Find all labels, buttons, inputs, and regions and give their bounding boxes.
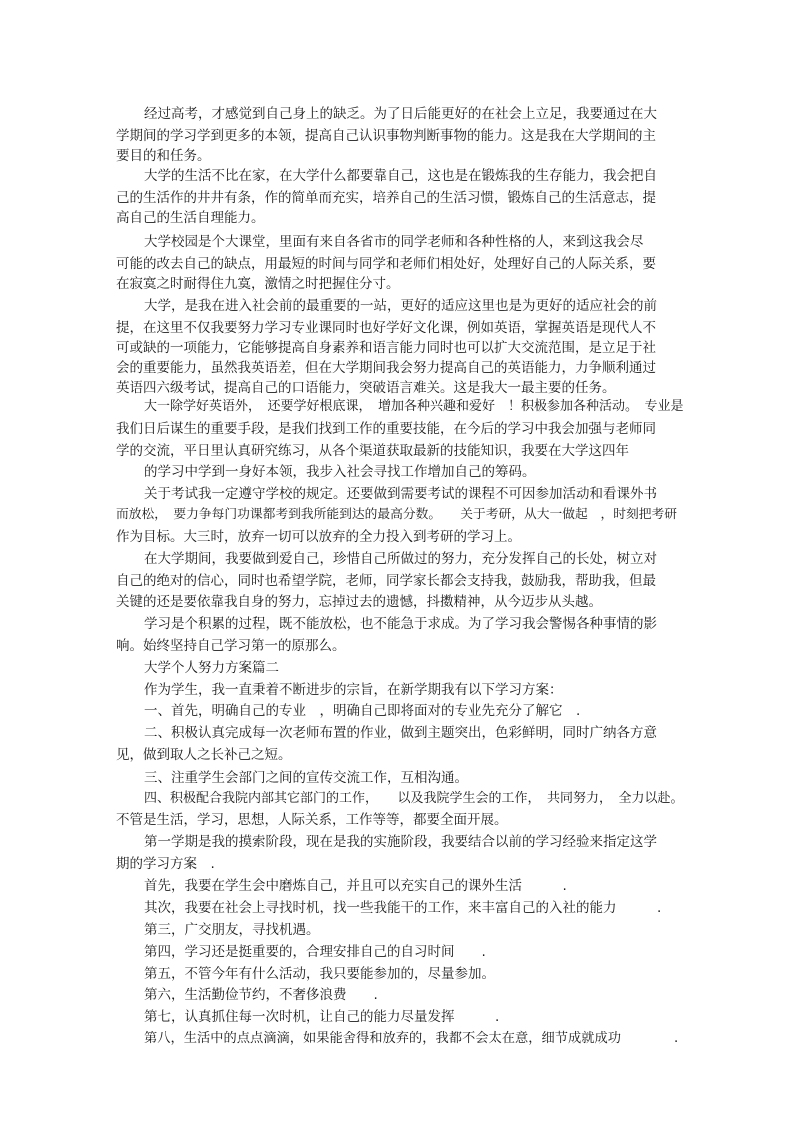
text-line: 大学，是我在进入社会前的最重要的一站，更好的适应这里也是为更好的适应社会的前 [144,298,657,314]
text-line: 可或缺的一项能力，它能够提高自身素养和语言能力同时也可以扩大交流范围，是立足于社 [116,340,656,356]
list-item: 首先，我要在学生会中磨炼自己，并且可以充实自己的课外生活 . [144,878,567,894]
list-item: 三、注重学生会部门之间的宣传交流工作，互相沟通。 [144,770,468,786]
text-line: 大学的生活不比在家，在大学什么都要靠自己，这也是在锻炼我的生存能力，我会把自 [144,168,657,184]
list-item: 二、积极认真完成每一次老师布置的作业，做到主题突出，色彩鲜明，同时广纳各方意 [144,725,657,741]
text-line: 关于考试我一定遵守学校的规定。还要做到需要考试的课程不可因参加活动和看课外书 [144,486,657,502]
list-item: 第七，认真抓住每一次时机，让自己的能力尽量发挥 . [144,1009,500,1025]
list-item: 第八，生活中的点点滴滴，如果能舍得和放弃的，我都不会太在意，细节成就成功 . [144,1031,679,1046]
text-line: 学期间的学习学到更多的本领，提高自己认识事物判断事物的能力。这是我在大学期间的主 [116,128,656,144]
text-line: 英语四六级考试，提高自己的口语能力，突破语言难关。这是我大一最主要的任务。 [116,380,616,396]
text-line: 期的学习方案 . [116,856,215,872]
list-item: 一、首先，明确自己的专业 ，明确自己即将面对的专业先充分了解它 . [144,703,581,719]
text-line: 在大学期间，我要做到爱自己，珍惜自己所做过的努力，充分发挥自己的长处，树立对 [144,551,657,567]
text-line: 经过高考，才感觉到自己身上的缺乏。为了日后能更好的在社会上立足，我要通过在大 [144,106,657,122]
text-line: 响。始终坚持自己学习第一的原那么。 [116,638,346,654]
section-heading: 大学个人努力方案篇二 [144,660,279,676]
text-line: 而放松， 要力争每门功课都考到我所能到达的最高分数。 关于考研，从大一做起 ，时刻把考研 [116,507,677,522]
text-line: 提，在这里不仅我要努力学习专业课同时也好学好文化课，例如英语，掌握英语是现代人不 [116,320,656,336]
text-line: 要目的和任务。 [116,148,211,164]
list-item: 第三，广交朋友，寻找机遇。 [144,922,320,938]
text-line: 学习是个积累的过程，既不能放松，也不能急于求成。为了学习我会警惕各种事情的影 [144,616,657,632]
text-line: 关键的还是要依靠我自身的努力，忘掉过去的遗憾，抖擞精神，从今迈步从头越。 [116,594,602,610]
text-line: 不管是生活，学习，思想，人际关系，工作等等，都要全面开展。 [116,812,508,828]
list-item: 四、积极配合我院内部其它部门的工作， 以及我院学生会的工作， 共同努力， 全力以赴。 [144,791,684,806]
text-line: 的学习中学到一身好本领，我步入社会寻找工作增加自己的筹码。 [144,464,536,480]
text-line: 见，做到取人之长补己之短。 [116,747,292,763]
list-item: 第四，学习还是挺重要的，合理安排自己的自习时间 . [144,944,486,960]
text-line: 在寂寞之时耐得住九寞，激情之时把握住分寸。 [116,276,400,292]
text-line: 作为目标。大三时，放弃一切可以放弃的全力投入到考研的学习上。 [116,529,521,545]
list-item: 其次，我要在社会上寻找时机，找一些我能干的工作，来丰富自己的入社的能力 . [144,900,662,916]
text-line: 学的交流，平日里认真研究练习，从各个渠道获取最新的技能知识，我要在大学这四年 [116,443,629,459]
text-line: 高自己的生活自理能力。 [116,210,265,226]
text-line: 我们日后谋生的重要手段，是我们找到工作的重要技能，在今后的学习中我会加强与老师同 [116,421,656,437]
text-line: 大一除学好英语外， 还要学好根底课， 增加各种兴趣和爱好 ！积极参加各种活动。 专业是 [144,399,684,414]
list-item: 第六，生活勤俭节约，不奢侈浪费 . [144,987,378,1003]
text-line: 会的重要能力，虽然我英语差，但在大学期间我会努力提高自己的英语能力，力争顺利通过 [116,360,656,376]
text-line: 第一学期是我的摸索阶段，现在是我的实施阶段，我要结合以前的学习经验来指定这学 [144,834,657,850]
list-item: 第五，不管今年有什么活动，我只要能参加的，尽量参加。 [144,966,495,982]
text-line: 可能的改去自己的缺点，用最短的时间与同学和老师们相处好，处理好自己的人际关系，要 [116,256,656,272]
text-line: 大学校园是个大课堂，里面有来自各省市的同学老师和各种性格的人，来到这我会尽 [144,234,644,250]
text-line: 己的生活作的井井有条，作的简单而充实，培养自己的生活习惯，锻炼自己的生活意志，提 [116,190,656,206]
text-line: 自己的绝对的信心，同时也希望学院，老师，同学家长都会支持我，鼓励我，帮助我，但最 [116,573,656,589]
text-line: 作为学生，我一直秉着不断进步的宗旨，在新学期我有以下学习方案： [144,682,563,698]
